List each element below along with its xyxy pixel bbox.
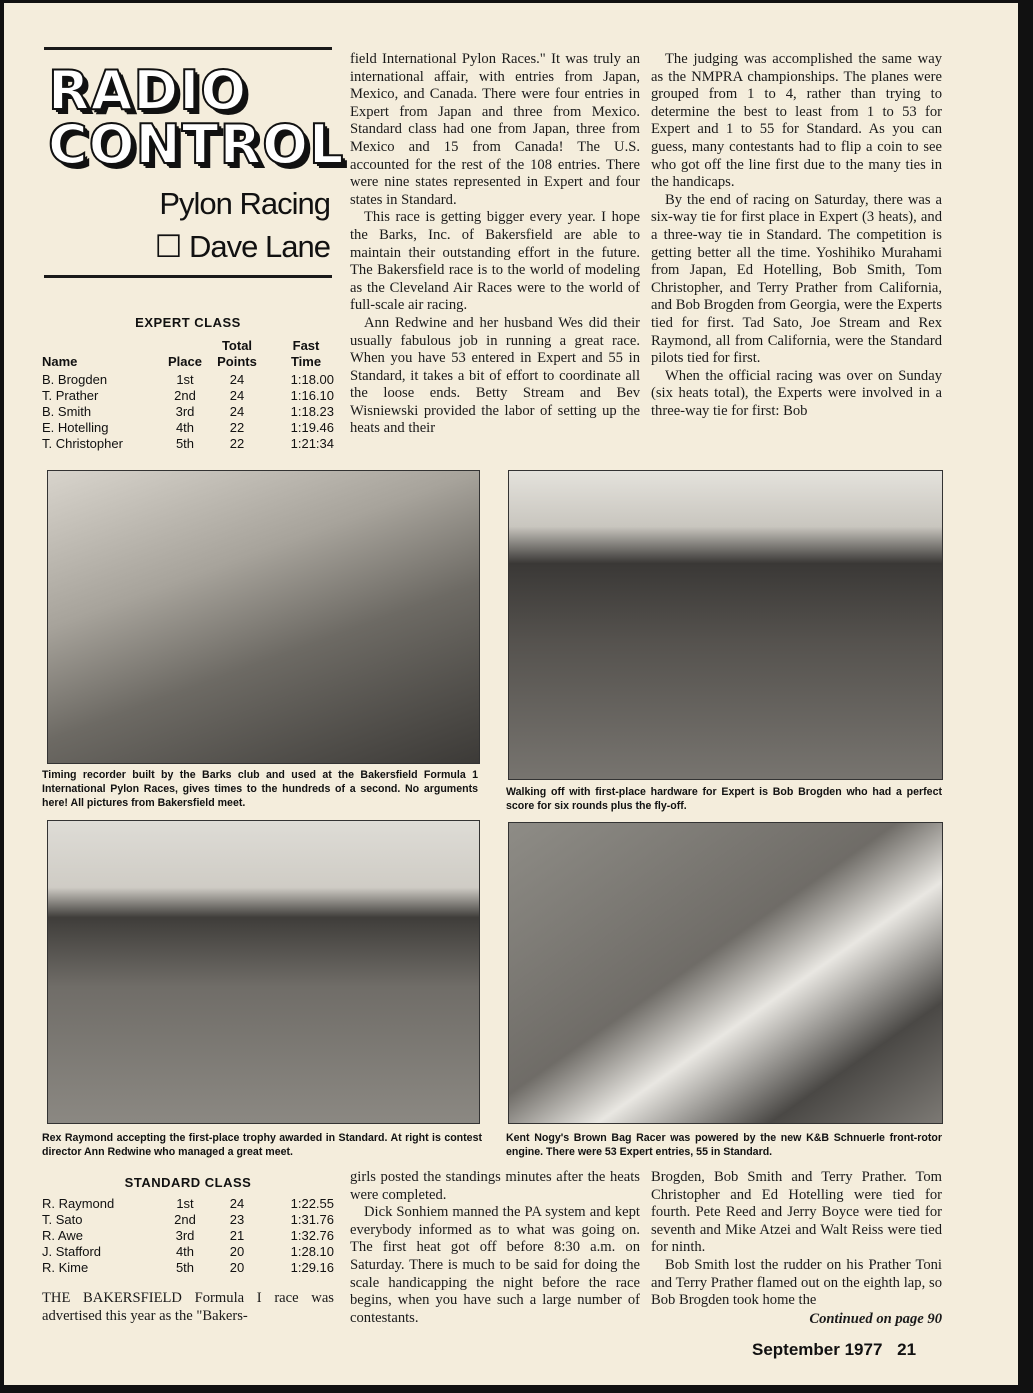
cell-name: R. Awe <box>42 1228 83 1243</box>
byline-box-icon: ☐ <box>154 229 182 264</box>
cell-time: 1:16.10 <box>290 388 334 403</box>
table-title: STANDARD CLASS <box>124 1175 252 1190</box>
paragraph: Ann Redwine and her husband Wes did their usually fabulous job in running a great race. When you have 53 entered in Expert and 55 in Standard, it takes a bit of effort to coordinate all the loose ends. Betty Stream and Bev Wisniewski provided the labor of setting up the heats and their <box>350 314 640 437</box>
paragraph: field International Pylon Races." It was truly an international affair, with entries from Japan, Mexico, and Canada. There were four entries in Expert from Japan and three from Mexico. Standard class had one from Japan, three from Mexico and 15 from Canada! The U.S. accounted for the rest of the 108 entries. There were nine states represented in Expert and four states in Standard. <box>350 51 640 208</box>
top-rule <box>44 47 332 50</box>
paragraph: When the official racing was over on Sunday (six heats total), the Experts were involved in a three-way tie for first: Bob <box>651 367 942 419</box>
cell-place: 3rd <box>175 1228 195 1243</box>
cell-points: 20 <box>229 1260 245 1275</box>
cell-place: 5th <box>175 436 195 451</box>
paragraph: Bob Smith lost the rudder on his Prather Toni and Terry Prather flamed out on the eighth lap, so Bob Brogden took home the <box>651 1256 942 1309</box>
caption-1: Timing recorder built by the Barks club and used at the Bakersfield Formula 1 International Pylon Races, gives times to the hundreds of a second. No arguments here! All pictures from Bakersfield meet. <box>42 769 478 809</box>
cell-time: 1:21:34 <box>290 436 334 451</box>
cell-time: 1:18.00 <box>290 372 334 387</box>
cell-place: 1st <box>176 1196 194 1211</box>
cell-place: 2nd <box>174 1212 196 1227</box>
cell-points: 24 <box>229 404 245 419</box>
cell-time: 1:31.76 <box>290 1212 334 1227</box>
cell-points: 24 <box>229 1196 245 1211</box>
continued-note: Continued on page 90 <box>809 1311 942 1327</box>
paragraph: Brogden, Bob Smith and Terry Prather. Tom Christopher and Ed Hotelling were tied for fourth. Pete Reed and Jerry Boyce were tied for seventh and Mike Atzei and Walt Reiss were tied for ninth. <box>651 1169 942 1256</box>
cell-place: 1st <box>176 372 194 387</box>
cell-name: J. Stafford <box>42 1244 102 1259</box>
title-line-2: CONTROL <box>48 113 345 176</box>
cell-name: T. Sato <box>42 1212 83 1227</box>
cell-points: 22 <box>229 436 245 451</box>
cell-time: 1:28.10 <box>290 1244 334 1259</box>
paragraph: girls posted the standings minutes after the heats were completed. <box>350 1169 640 1203</box>
cell-points: 20 <box>229 1244 245 1259</box>
issue-date: September 1977 <box>752 1340 883 1359</box>
caption-4: Kent Nogy's Brown Bag Racer was powered by the new K&B Schnuerle front-rotor engine. There were 53 Expert entries, 55 in Standard. <box>506 1132 942 1158</box>
author-name: Dave Lane <box>189 229 330 264</box>
photo-rex-raymond <box>47 820 480 1124</box>
table-title: EXPERT CLASS <box>135 315 241 330</box>
caption-3: Rex Raymond accepting the first-place trophy awarded in Standard. At right is contest director Ann Redwine who managed a great meet. <box>42 1132 482 1158</box>
cell-time: 1:32.76 <box>290 1228 334 1243</box>
table-row <box>42 372 334 388</box>
cell-points: 24 <box>229 372 245 387</box>
cell-name: T. Christopher <box>42 436 123 451</box>
table-row <box>42 1212 334 1228</box>
table-row <box>42 436 334 452</box>
subtitle: Pylon Racing <box>159 186 330 221</box>
cell-name: T. Prather <box>42 388 99 403</box>
cell-name: E. Hotelling <box>42 420 109 435</box>
paragraph: This race is getting bigger every year. I hope the Barks, Inc. of Bakersfield are able to maintain their outstanding effort in the future. The Bakersfield race is to the world of modeling as the Cleveland Air Races were to the world of full-scale air racing. <box>350 209 640 314</box>
paragraph: The judging was accomplished the same way as the NMPRA championships. The planes were grouped from 1 to 4, rather than trying to determine the best to least from 1 to 53 for Expert and 1 to 55 for Standard. As you can guess, many contestants had to flip a coin to see who got off the line first due to the many ties in the handicaps. <box>651 51 942 191</box>
byline <box>44 229 330 265</box>
paragraph: Dick Sonhiem manned the PA system and kept everybody informed as to what was going on. The first heat got off before 8:30 a.m. on Saturday. There is much to be said for doing the scale handicapping the night before the race begins, when you have such a large number of contestants. <box>350 1204 640 1326</box>
paragraph: By the end of racing on Saturday, there was a six-way tie for first place in Expert (3 heats), and a three-way tie in Standard. The competition is getting better all the time. Yoshihiko Murahami from Japan, Ed Hotelling, Bob Smith, Tom Christopher, and Terry Prather from California, and Bob Brogden from Georgia, were the Experts tied for first. Tad Sato, Joe Stream and Rex Raymond, all from California, were the Standard pilots tied for first. <box>651 191 942 367</box>
cell-place: 2nd <box>174 388 196 403</box>
article-col3-bottom <box>651 1169 942 1310</box>
table-row <box>42 404 334 420</box>
table-row <box>42 420 334 436</box>
header-place: Place <box>168 354 202 369</box>
cell-time: 1:18.23 <box>290 404 334 419</box>
article-col2-top <box>350 51 640 438</box>
cell-place: 5th <box>175 1260 195 1275</box>
cell-time: 1:19.46 <box>290 420 334 435</box>
cell-time: 1:29.16 <box>290 1260 334 1275</box>
cell-place: 4th <box>175 1244 195 1259</box>
table-header <box>42 338 334 370</box>
photo-timing-recorder <box>47 470 480 764</box>
table-row <box>42 388 334 404</box>
page-number: 21 <box>897 1340 917 1359</box>
cell-name: B. Smith <box>42 404 92 419</box>
cell-points: 24 <box>229 388 245 403</box>
article-col2-bottom <box>350 1169 640 1327</box>
cell-name: R. Kime <box>42 1260 89 1275</box>
table-row <box>42 1228 334 1244</box>
expert-class-table <box>42 315 334 452</box>
header-time: Fast Time <box>290 338 322 369</box>
footer <box>752 1340 916 1360</box>
cell-place: 4th <box>175 420 195 435</box>
paragraph: THE BAKERSFIELD Formula I race was advertised this year as the "Bakers- <box>42 1290 334 1324</box>
cell-place: 3rd <box>175 404 195 419</box>
standard-class-table <box>42 1175 334 1276</box>
cell-name: B. Brogden <box>42 372 108 387</box>
table-row <box>42 1244 334 1260</box>
cell-points: 23 <box>229 1212 245 1227</box>
photo-brown-bag-racer <box>508 822 943 1124</box>
header-name: Name <box>42 354 78 369</box>
cell-name: R. Raymond <box>42 1196 115 1211</box>
cell-points: 22 <box>229 420 245 435</box>
title-line-1: RADIO <box>48 59 248 122</box>
article-col1-bottom <box>42 1290 334 1325</box>
caption-2: Walking off with first-place hardware for Expert is Bob Brogden who had a perfect score for six rounds plus the fly-off. <box>506 786 942 812</box>
bottom-rule <box>44 275 332 278</box>
header-points: Total Points <box>217 338 257 369</box>
article-col3-top <box>651 51 942 420</box>
cell-time: 1:22.55 <box>290 1196 334 1211</box>
table-row <box>42 1260 334 1276</box>
table-row <box>42 1196 334 1212</box>
magazine-page <box>4 3 1018 1385</box>
photo-bob-brogden <box>508 470 943 780</box>
cell-points: 21 <box>229 1228 245 1243</box>
